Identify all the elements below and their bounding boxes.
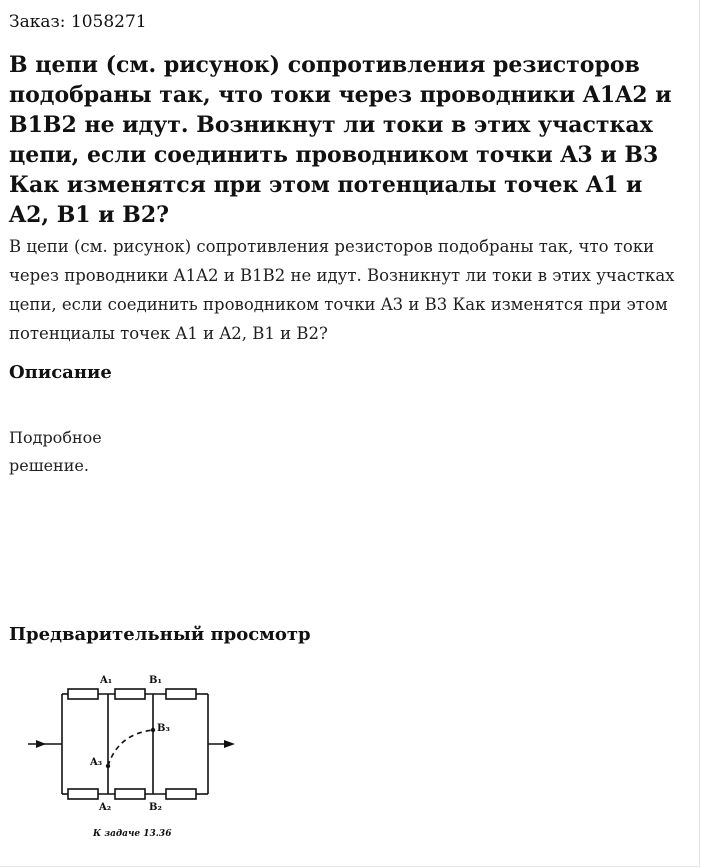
page-title: В цепи (см. рисунок) сопротивления резисторов подобраны так, что токи через проводники A1A2 и B1B2 не идут. Возникнут ли токи в этих участках цепи, если соединить проводником точки A3 и B3 Как изменятся при этом потенциалы точек A1 и A2, B1 и B2?: [9, 52, 672, 228]
arrows: [36, 728, 235, 768]
circuit-wires: [28, 694, 232, 794]
label-b1: B₁: [149, 675, 162, 686]
description-title: Описание: [9, 362, 112, 383]
problem-text: В цепи (см. рисунок) сопротивления резисторов подобраны так, что токи через проводники A1A2 и B1B2 не идут. Возникнут ли токи в этих участках цепи, если соединить проводником точки A3 и B3 Как изменятся при этом потенциалы точек A1 и A2, B1 и B2?: [9, 237, 675, 343]
resistors: [68, 689, 196, 799]
circuit-diagram: [20, 664, 250, 844]
figure-caption: К задаче 13.36: [93, 829, 172, 839]
circuit-preview: [20, 664, 250, 844]
label-b3: B₃: [157, 723, 170, 734]
label-b2: B₂: [149, 802, 162, 813]
label-a1: A₁: [100, 675, 113, 686]
preview-title: Предварительный просмотр: [9, 624, 311, 645]
label-a3: A₃: [90, 757, 103, 768]
label-a2: A₂: [99, 802, 112, 813]
order-number: Заказ: 1058271: [9, 12, 147, 32]
description-text: Подробное решение.: [9, 428, 102, 475]
